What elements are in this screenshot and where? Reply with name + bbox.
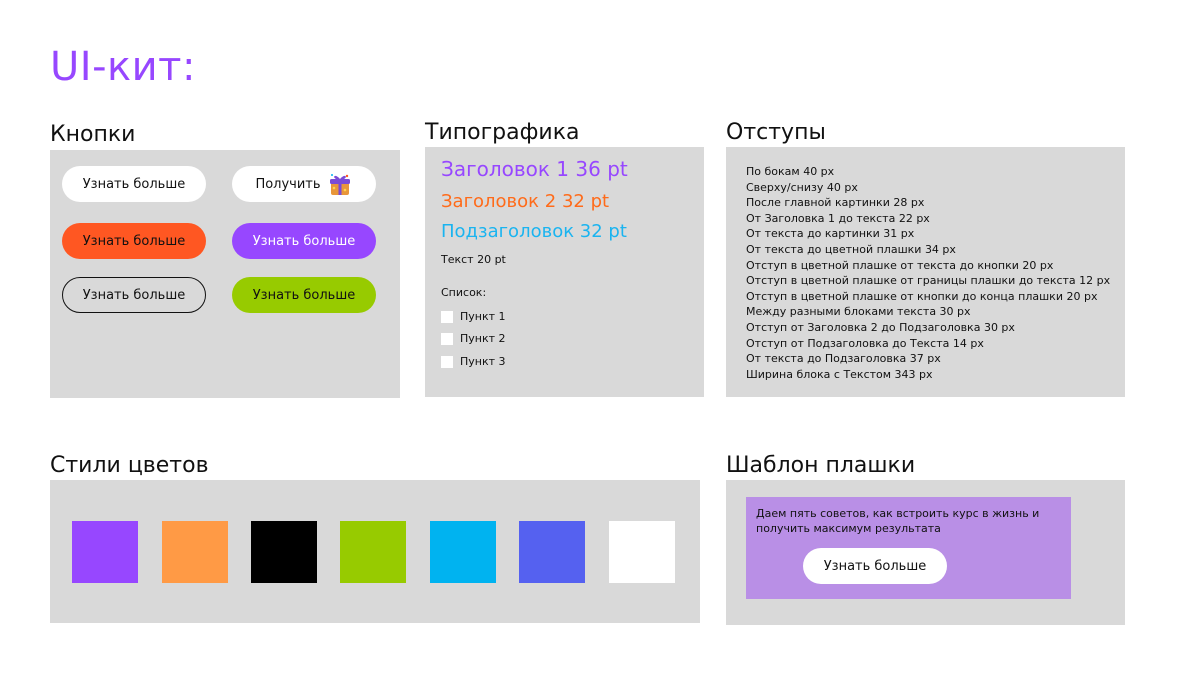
checkbox[interactable] [441, 356, 453, 368]
page-title: UI-кит: [50, 44, 196, 90]
learn-more-button-green[interactable]: Узнать больше [232, 277, 376, 313]
spacing-section-title: Отступы [726, 120, 826, 145]
spacing-item: Сверху/снизу 40 px [746, 180, 858, 194]
list-item[interactable] [441, 310, 506, 323]
spacing-item: От текста до Подзаголовка 37 px [746, 352, 941, 366]
list-item-label: Пункт 2 [460, 332, 506, 345]
colored-card [746, 497, 1071, 599]
learn-more-button-orange[interactable]: Узнать больше [62, 223, 206, 259]
heading2-sample: Заголовок 2 32 pt [441, 191, 610, 212]
buttons-section-title: Кнопки [50, 122, 136, 147]
spacing-panel [726, 147, 1125, 397]
color-swatch-blue [519, 521, 585, 583]
typography-section-title: Типографика [425, 120, 580, 145]
learn-more-button-white[interactable]: Узнать больше [62, 166, 206, 202]
spacing-item: Отступ от Заголовка 2 до Подзаголовка 30 px [746, 320, 1015, 334]
list-item[interactable] [441, 355, 506, 368]
get-button[interactable] [232, 166, 376, 202]
colors-section-title: Стили цветов [50, 453, 209, 478]
spacing-item: Между разными блоками текста 30 px [746, 305, 971, 319]
heading1-sample: Заголовок 1 36 pt [441, 157, 628, 181]
list-label: Список: [441, 286, 487, 299]
learn-more-button-outline[interactable]: Узнать больше [62, 277, 206, 313]
checkbox[interactable] [441, 311, 453, 323]
buttons-panel [50, 150, 400, 398]
list-item-label: Пункт 1 [460, 310, 506, 323]
spacing-item: Отступ в цветной плашке от текста до кнопки 20 px [746, 258, 1054, 272]
color-swatch-green [340, 521, 406, 583]
learn-more-button-purple[interactable]: Узнать больше [232, 223, 376, 259]
typography-panel [425, 147, 704, 397]
card-learn-more-button[interactable]: Узнать больше [803, 548, 947, 584]
color-swatch-orange [162, 521, 228, 583]
colors-panel [50, 480, 700, 623]
color-swatch-black [251, 521, 317, 583]
color-swatch-cyan [430, 521, 496, 583]
subheading-sample: Подзаголовок 32 pt [441, 221, 627, 242]
spacing-item: Отступ от Подзаголовка до Текста 14 px [746, 336, 984, 350]
color-swatch-purple [72, 521, 138, 583]
spacing-item: По бокам 40 px [746, 165, 835, 178]
card-section-title: Шаблон плашки [726, 453, 916, 478]
spacing-list [746, 164, 1110, 382]
spacing-item: Ширина блока с Текстом 343 px [746, 367, 933, 381]
list-item-label: Пункт 3 [460, 355, 506, 368]
spacing-item: От Заголовка 1 до текста 22 px [746, 211, 930, 225]
list-item[interactable] [441, 332, 506, 345]
gift-icon [327, 171, 353, 197]
get-button-label: Получить [255, 176, 321, 192]
spacing-item: Отступ в цветной плашке от границы плашки до текста 12 px [746, 274, 1111, 288]
spacing-item: Отступ в цветной плашке от кнопки до конца плашки 20 px [746, 289, 1098, 303]
spacing-item: От текста до цветной плашки 34 px [746, 242, 956, 256]
color-swatch-white [609, 521, 675, 583]
spacing-item: После главной картинки 28 px [746, 196, 925, 210]
spacing-item: От текста до картинки 31 px [746, 227, 915, 241]
card-template-panel [726, 480, 1125, 625]
text-sample: Текст 20 pt [441, 253, 506, 266]
checkbox[interactable] [441, 333, 453, 345]
card-text: Даем пять советов, как встроить курс в жизнь и получить максимум результата [756, 507, 1040, 535]
